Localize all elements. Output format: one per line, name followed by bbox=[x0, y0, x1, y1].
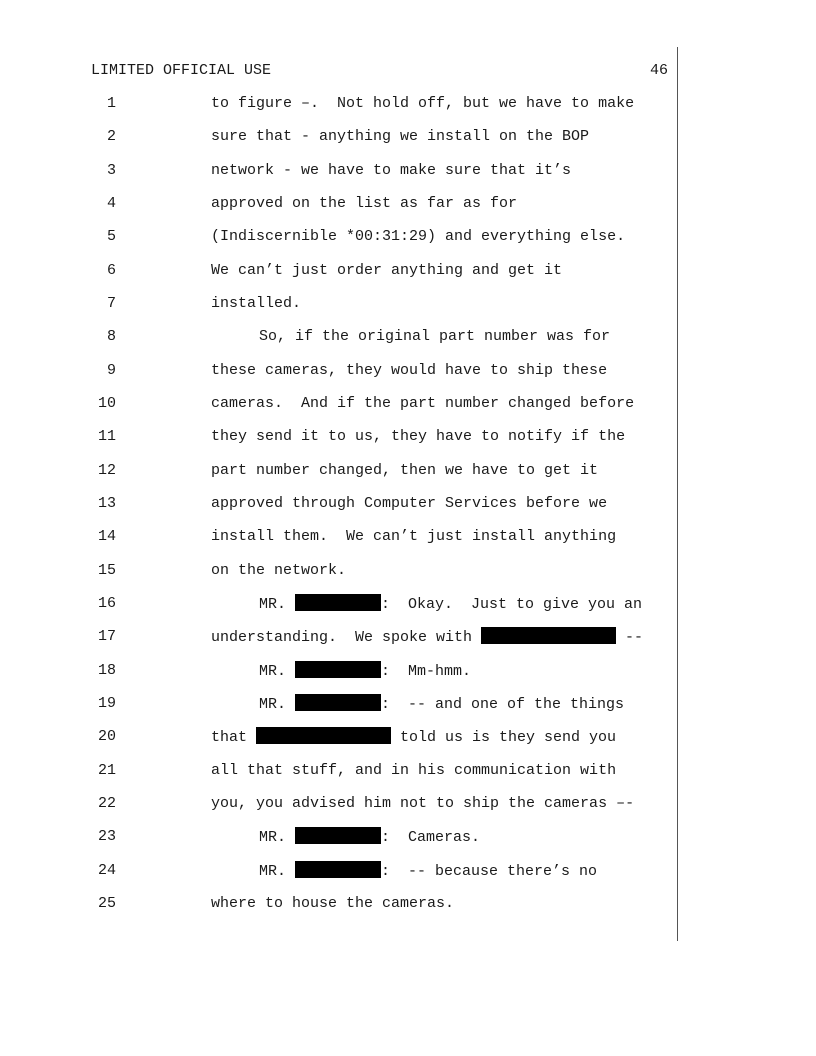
line-text-after-redaction: -- bbox=[616, 629, 644, 646]
line-text: part number changed, then we have to get it bbox=[211, 462, 599, 479]
line-text bbox=[211, 727, 616, 748]
line-number: 10 bbox=[97, 395, 116, 412]
redaction-box bbox=[295, 594, 381, 611]
transcript-line bbox=[0, 261, 676, 281]
line-number: 3 bbox=[106, 162, 116, 179]
transcript-line bbox=[0, 661, 676, 681]
redaction-box bbox=[295, 827, 381, 844]
line-number: 9 bbox=[106, 362, 116, 379]
line-text-after-redaction: told us is they send you bbox=[391, 729, 617, 746]
line-text: these cameras, they would have to ship these bbox=[211, 362, 608, 379]
line-number: 17 bbox=[97, 628, 116, 645]
line-text: We can’t just order anything and get it bbox=[211, 262, 563, 279]
transcript-line bbox=[0, 627, 676, 647]
redaction-box bbox=[481, 627, 616, 644]
line-number: 21 bbox=[97, 762, 116, 779]
line-text: to figure –. Not hold off, but we have to make bbox=[211, 95, 635, 112]
speaker-speech: : -- because there’s no bbox=[381, 863, 598, 880]
transcript-line bbox=[0, 894, 676, 914]
transcript-line bbox=[0, 561, 676, 581]
line-text: they send it to us, they have to notify if the bbox=[211, 428, 626, 445]
line-text: on the network. bbox=[211, 562, 347, 579]
transcript-line bbox=[0, 127, 676, 147]
speaker-speech: : Mm-hmm. bbox=[381, 663, 472, 680]
line-number: 12 bbox=[97, 462, 116, 479]
line-number: 4 bbox=[106, 195, 116, 212]
transcript-line bbox=[0, 161, 676, 181]
line-number: 13 bbox=[97, 495, 116, 512]
line-number: 16 bbox=[97, 595, 116, 612]
speaker-prefix: MR. bbox=[259, 596, 296, 613]
speaker-speech: : Cameras. bbox=[381, 829, 481, 846]
transcript-line bbox=[0, 494, 676, 514]
line-text bbox=[259, 661, 471, 682]
line-text bbox=[259, 694, 624, 715]
line-number: 25 bbox=[97, 895, 116, 912]
line-text: sure that - anything we install on the BOP bbox=[211, 128, 590, 145]
transcript-line bbox=[0, 427, 676, 447]
line-text: network - we have to make sure that it’s bbox=[211, 162, 572, 179]
transcript-line bbox=[0, 694, 676, 714]
line-number: 14 bbox=[97, 528, 116, 545]
line-number: 1 bbox=[106, 95, 116, 112]
transcript-line bbox=[0, 327, 676, 347]
transcript-line bbox=[0, 861, 676, 881]
line-number: 2 bbox=[106, 128, 116, 145]
line-text: cameras. And if the part number changed before bbox=[211, 395, 635, 412]
transcript-line bbox=[0, 94, 676, 114]
speaker-speech: : -- and one of the things bbox=[381, 696, 625, 713]
line-number: 6 bbox=[106, 262, 116, 279]
line-text: installed. bbox=[211, 295, 302, 312]
transcript-line bbox=[0, 527, 676, 547]
line-text: approved through Computer Services before we bbox=[211, 495, 608, 512]
line-number: 23 bbox=[97, 828, 116, 845]
line-number: 18 bbox=[97, 662, 116, 679]
transcript-line bbox=[0, 794, 676, 814]
speaker-prefix: MR. bbox=[259, 663, 296, 680]
line-text bbox=[259, 594, 642, 615]
transcript-line bbox=[0, 227, 676, 247]
transcript-line bbox=[0, 294, 676, 314]
speaker-speech: : Okay. Just to give you an bbox=[381, 596, 643, 613]
transcript-line bbox=[0, 394, 676, 414]
line-text: approved on the list as far as for bbox=[211, 195, 518, 212]
line-number: 11 bbox=[97, 428, 116, 445]
line-text-before-redaction: understanding. We spoke with bbox=[211, 629, 482, 646]
transcript-line bbox=[0, 827, 676, 847]
transcript-line bbox=[0, 461, 676, 481]
redaction-box bbox=[295, 694, 381, 711]
line-number: 22 bbox=[97, 795, 116, 812]
speaker-prefix: MR. bbox=[259, 829, 296, 846]
right-margin-rule bbox=[677, 47, 678, 941]
transcript-line bbox=[0, 361, 676, 381]
transcript-line bbox=[0, 594, 676, 614]
line-text: you, you advised him not to ship the cameras –- bbox=[211, 795, 635, 812]
line-text bbox=[259, 861, 597, 882]
redaction-box bbox=[295, 861, 381, 878]
transcript-line bbox=[0, 727, 676, 747]
line-text: (Indiscernible *00:31:29) and everything else. bbox=[211, 228, 626, 245]
line-text: So, if the original part number was for bbox=[259, 328, 611, 345]
line-text: install them. We can’t just install anything bbox=[211, 528, 617, 545]
line-number: 7 bbox=[106, 295, 116, 312]
line-number: 5 bbox=[106, 228, 116, 245]
line-text bbox=[259, 827, 480, 848]
redaction-box bbox=[295, 661, 381, 678]
line-text bbox=[211, 627, 643, 648]
line-number: 20 bbox=[97, 728, 116, 745]
line-number: 19 bbox=[97, 695, 116, 712]
line-number: 15 bbox=[97, 562, 116, 579]
classification-header: LIMITED OFFICIAL USE bbox=[91, 62, 272, 79]
line-text: where to house the cameras. bbox=[211, 895, 455, 912]
redaction-box bbox=[256, 727, 391, 744]
line-text-before-redaction: that bbox=[211, 729, 257, 746]
speaker-prefix: MR. bbox=[259, 696, 296, 713]
line-number: 8 bbox=[106, 328, 116, 345]
transcript-line bbox=[0, 194, 676, 214]
line-text: all that stuff, and in his communication with bbox=[211, 762, 617, 779]
speaker-prefix: MR. bbox=[259, 863, 296, 880]
page-number: 46 bbox=[649, 62, 668, 79]
transcript-line bbox=[0, 761, 676, 781]
line-number: 24 bbox=[97, 862, 116, 879]
